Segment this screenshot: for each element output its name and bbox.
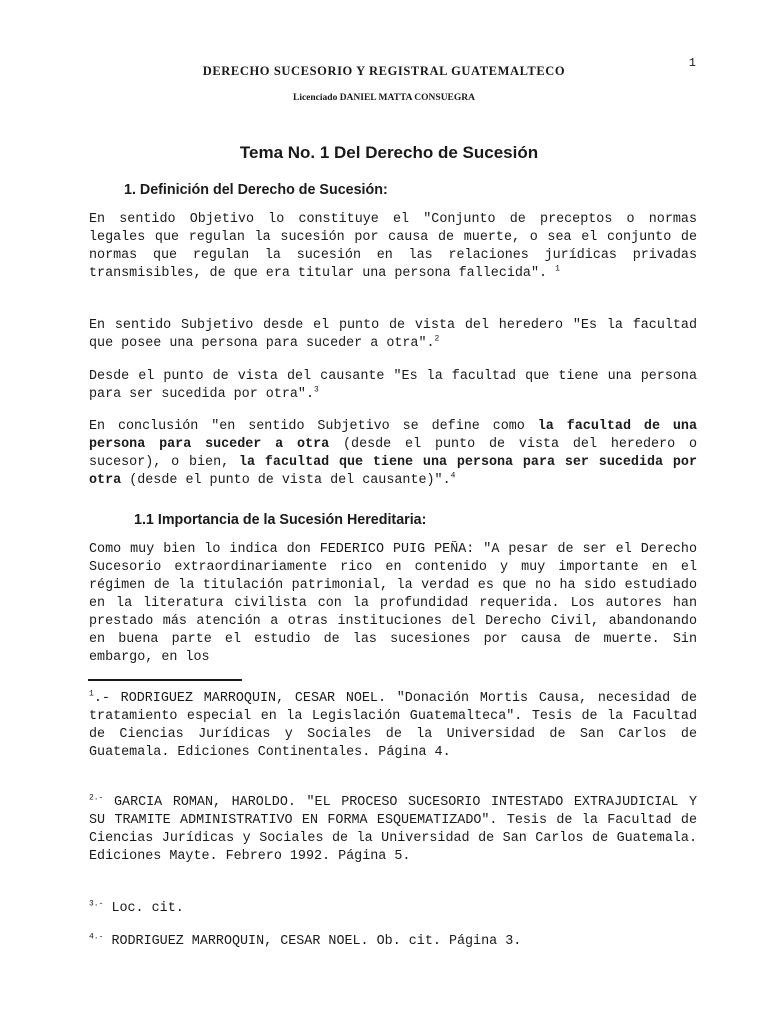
footnote-ref: 3 bbox=[314, 385, 319, 395]
footnote-text: GARCIA ROMAN, HAROLDO. "EL PROCESO SUCESORIO INTESTADO EXTRAJUDICIAL Y SU TRAMITE ADMINISTRATIVO EN FORMA ESQUEMATIZADO". Tesis de la Facultad de Ciencias Jurídicas y Sociales de la Universidad de San Carlos de Guatemala. Ediciones Mayte. Febrero 1992. Página 5. bbox=[89, 795, 697, 864]
footnote-text: .- RODRIGUEZ MARROQUIN, CESAR NOEL. "Donación Mortis Causa, necesidad de tratamiento especial en la Legislación Guatemalteca". Tesis de la Facultad de Ciencias Jurídicas y Sociales de la Universidad de San Carlos de Guatemala. Ediciones Continentales. Página 4. bbox=[89, 691, 697, 760]
paragraph-text: Como muy bien lo indica don FEDERICO PUIG PEÑA: "A pesar de ser el Derecho Sucesorio extraordinariamente rico en contenido y muy importante en el régimen de la titulación patrimonial, la verdad es que no ha sido estudiado en la literatura civilista con la profundidad requerida. Los autores han prestado más atención a otras instituciones del Derecho Civil, abandonando en buena parte el estudio de las sucesiones por causa de muerte. Sin embargo, en los bbox=[89, 542, 697, 665]
footnote-text: Loc. cit. bbox=[103, 901, 184, 916]
paragraph-sentido-subjetivo bbox=[89, 317, 697, 353]
footnote-mark: 2.- bbox=[89, 793, 104, 803]
footnote-ref: 4 bbox=[450, 471, 456, 481]
page-title: Tema No. 1 Del Derecho de Sucesión bbox=[239, 143, 539, 162]
paragraph-text: Desde el punto de vista del causante "Es la facultad que tiene una persona para ser sucedida por otra". bbox=[89, 369, 697, 402]
footnote-mark: 3.- bbox=[89, 899, 104, 909]
running-header-author: Licenciado DANIEL MATTA CONSUEGRA bbox=[292, 93, 475, 103]
running-header-title: DERECHO SUCESORIO Y REGISTRAL GUATEMALTECO bbox=[202, 64, 566, 78]
bold-text: la facultad de una persona para suceder a otra bbox=[89, 419, 697, 452]
section-heading-importancia: 1.1 Importancia de la Sucesión Hereditaria: bbox=[134, 512, 427, 528]
footnote-mark: 4.- bbox=[89, 932, 104, 942]
paragraph-text: (desde el punto de vista del heredero o sucesor), o bien, bbox=[89, 437, 697, 470]
footnote-2 bbox=[89, 794, 697, 866]
paragraph-sentido-objetivo bbox=[89, 211, 697, 283]
paragraph-importancia bbox=[89, 541, 697, 667]
paragraph-text: En sentido Objetivo lo constituye el "Conjunto de preceptos o normas legales que regulan la sucesión por causa de muerte, o sea el conjunto de normas que regulan la sucesión en las relaciones jurídicas privadas transmisibles, de que era titular una persona fallecida". bbox=[89, 212, 697, 281]
footnote-ref: 2 bbox=[434, 334, 440, 344]
paragraph-text: En conclusión "en sentido Subjetivo se define como bbox=[89, 419, 538, 434]
footnote-1 bbox=[89, 690, 697, 762]
section-heading-definicion: 1. Definición del Derecho de Sucesión: bbox=[124, 182, 388, 198]
page-number: 1 bbox=[688, 56, 696, 70]
paragraph-text: En sentido Subjetivo desde el punto de vista del heredero "Es la facultad que posee una persona para suceder a otra". bbox=[89, 318, 697, 351]
paragraph-conclusion bbox=[89, 418, 697, 490]
footnote-3 bbox=[89, 900, 697, 918]
footnote-divider bbox=[88, 679, 242, 681]
footnote-mark: 1 bbox=[89, 689, 94, 699]
footnote-ref: 1 bbox=[555, 264, 560, 274]
paragraph-text: (desde el punto de vista del causante)". bbox=[121, 473, 451, 488]
paragraph-punto-vista-causante bbox=[89, 368, 697, 404]
bold-text: la facultad que tiene una persona para ser sucedida por otra bbox=[89, 455, 697, 488]
footnote-4 bbox=[89, 933, 697, 951]
footnote-text: RODRIGUEZ MARROQUIN, CESAR NOEL. Ob. cit. Página 3. bbox=[103, 934, 522, 949]
